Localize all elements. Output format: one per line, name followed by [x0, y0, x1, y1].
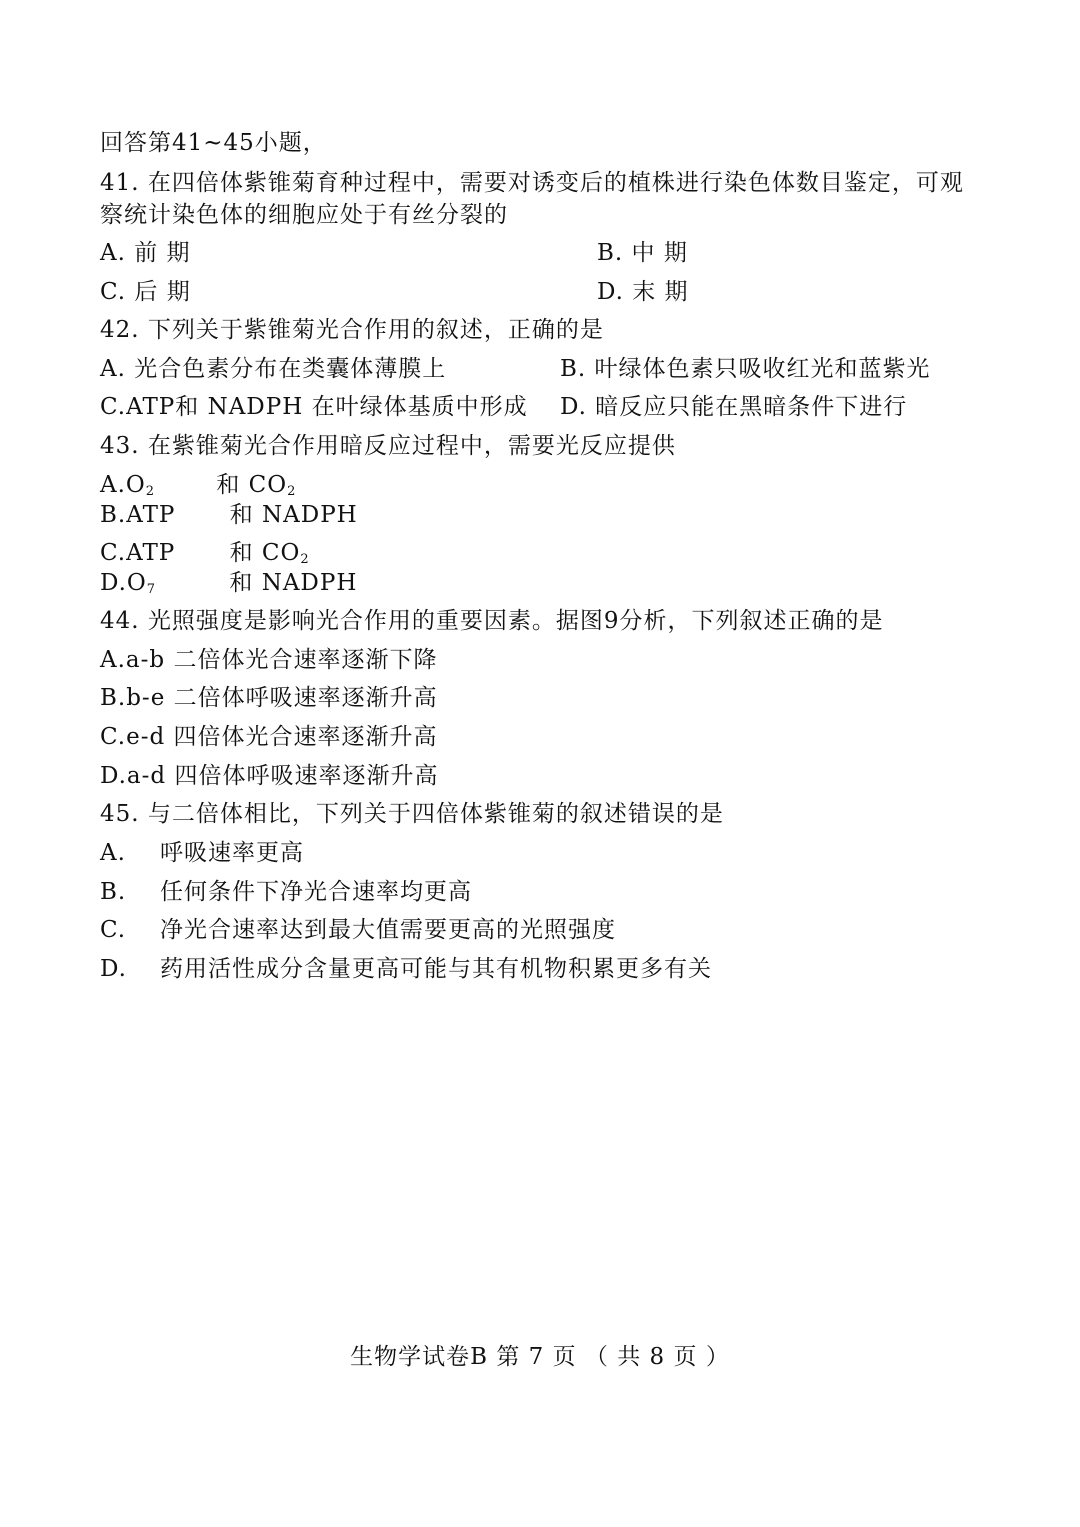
q43-a-subscript2: 2	[287, 484, 296, 499]
q42-option-d: D. 暗反应只能在黑暗条件下进行	[560, 394, 908, 420]
q44-option-b: B.b-e 二倍体呼吸速率逐渐升高	[100, 685, 438, 711]
q44-option-c: C.e-d 四倍体光合速率逐渐升高	[100, 724, 438, 750]
q41-option-c: C. 后 期	[100, 279, 191, 305]
q44-stem: 44. 光照强度是影响光合作用的重要因素。据图9分析，下列叙述正确的是	[100, 608, 884, 634]
q44-option-d: D.a-d 四倍体呼吸速率逐渐升高	[100, 763, 439, 789]
q43-stem: 43. 在紫锥菊光合作用暗反应过程中，需要光反应提供	[100, 433, 676, 459]
q43-d-label: D.O	[100, 570, 147, 596]
q43-d-rest: 和 NADPH	[229, 570, 358, 596]
q44-option-a: A.a-b 二倍体光合速率逐渐下降	[100, 647, 438, 673]
q43-option-d	[100, 568, 357, 605]
q43-a-subscript: 2	[145, 484, 155, 499]
page-footer: 生物学试卷B 第 7 页 （ 共 8 页 ）	[350, 1344, 730, 1370]
q43-c-subscript: 2	[300, 552, 309, 567]
q42-option-a: A. 光合色素分布在类囊体薄膜上	[100, 356, 447, 382]
q41-stem-line1: 41. 在四倍体紫锥菊育种过程中，需要对诱变后的植株进行染色体数目鉴定，可观	[100, 170, 964, 196]
q42-option-b: B. 叶绿体色素只吸收红光和蓝紫光	[560, 356, 931, 382]
q45-option-b-text: 任何条件下净光合速率均更高	[160, 879, 472, 905]
q43-a-rest: 和 CO	[216, 472, 288, 498]
q41-option-a: A. 前 期	[100, 240, 191, 266]
q45-option-d-label: D.	[100, 956, 127, 982]
q43-option-b	[100, 500, 358, 530]
q41-stem-line2: 察统计染色体的细胞应处于有丝分裂的	[100, 202, 508, 228]
q43-a-label: A.O	[100, 472, 146, 498]
q45-option-d-text: 药用活性成分含量更高可能与其有机物积累更多有关	[160, 956, 712, 982]
q42-stem: 42. 下列关于紫锥菊光合作用的叙述，正确的是	[100, 317, 604, 343]
intro-text: 回答第41~45小题，	[100, 130, 327, 156]
q43-b-label: B.ATP	[100, 502, 176, 528]
q45-option-a-text: 呼吸速率更高	[160, 840, 304, 866]
q41-option-b: B. 中 期	[597, 240, 688, 266]
q45-option-c-label: C.	[100, 917, 127, 943]
q42-option-c: C.ATP和 NADPH 在叶绿体基质中形成	[100, 394, 528, 420]
q43-b-rest: 和 NADPH	[229, 502, 358, 528]
q43-d-subscript: 7	[146, 582, 156, 597]
q45-option-c-text: 净光合速率达到最大值需要更高的光照强度	[160, 917, 616, 943]
q45-option-a-label: A.	[100, 840, 126, 866]
q45-stem: 45. 与二倍体相比，下列关于四倍体紫锥菊的叙述错误的是	[100, 801, 724, 827]
q45-option-b-label: B.	[100, 879, 127, 905]
q43-c-label: C.ATP	[100, 540, 176, 566]
q41-option-d: D. 末 期	[597, 279, 689, 305]
q43-c-rest: 和 CO	[229, 540, 301, 566]
